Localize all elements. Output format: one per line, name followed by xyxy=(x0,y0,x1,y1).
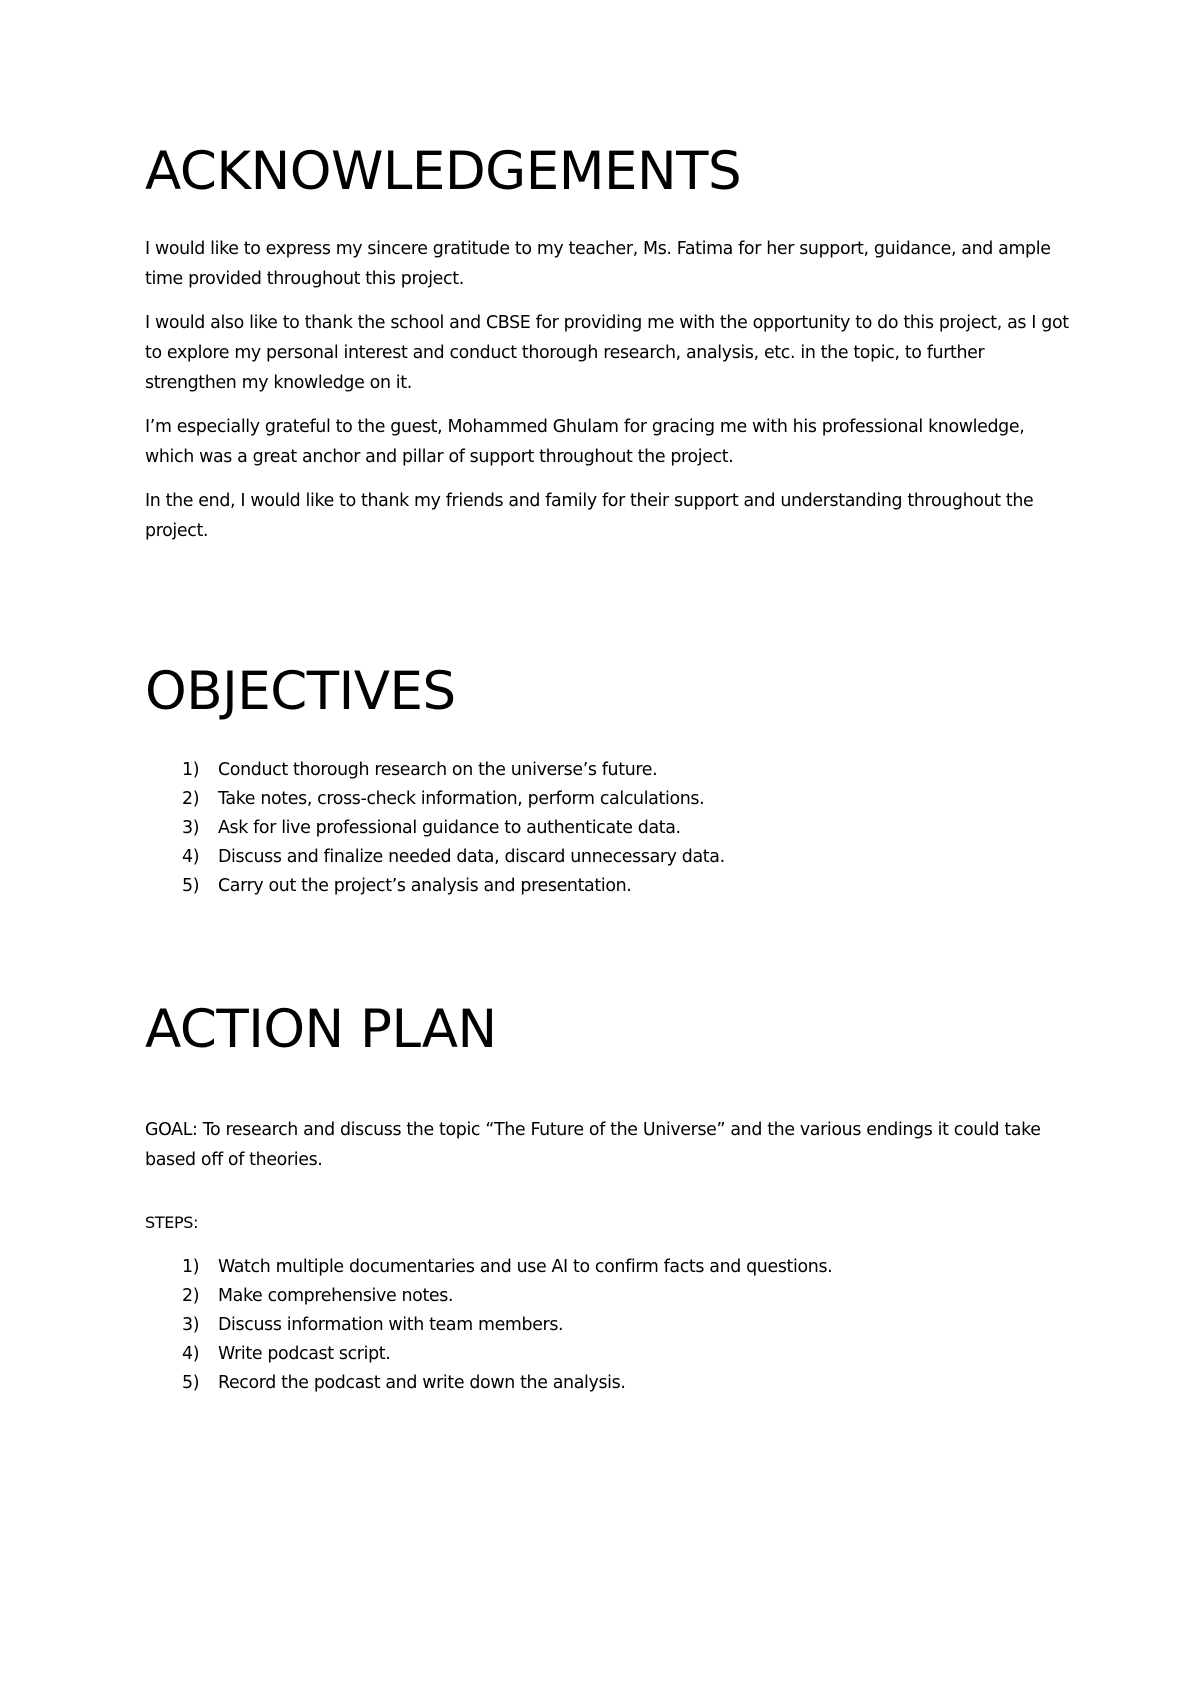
objective-item xyxy=(145,843,1075,872)
action-plan-heading: ACTION PLAN xyxy=(145,999,497,1060)
step-item xyxy=(145,1311,1075,1340)
objective-item xyxy=(145,756,1075,785)
step-text: Watch multiple documentaries and use AI to confirm facts and questions. xyxy=(218,1257,833,1277)
list-number: 2) xyxy=(182,1286,200,1306)
steps-label: STEPS: xyxy=(145,1213,199,1232)
list-number: 1) xyxy=(182,1257,200,1277)
step-text: Make comprehensive notes. xyxy=(218,1286,454,1306)
list-number: 5) xyxy=(182,1373,200,1393)
step-item xyxy=(145,1253,1075,1282)
objective-item xyxy=(145,872,1075,901)
steps-list xyxy=(145,1253,1075,1398)
list-number: 4) xyxy=(182,1344,200,1364)
objective-text: Carry out the project’s analysis and presentation. xyxy=(218,876,632,896)
list-number: 3) xyxy=(182,818,200,838)
step-text: Record the podcast and write down the analysis. xyxy=(218,1373,626,1393)
goal-paragraph: GOAL: To research and discuss the topic “The Future of the Universe” and the various endings it could take based off of theories. xyxy=(145,1120,1041,1170)
objectives-section xyxy=(145,656,1075,901)
list-number: 4) xyxy=(182,847,200,867)
objective-text: Conduct thorough research on the universe’s future. xyxy=(218,760,658,780)
acknowledgement-paragraph: I would like to express my sincere gratitude to my teacher, Ms. Fatima for her support, guidance, and ample time provided throughout this project. xyxy=(145,239,1051,289)
step-item xyxy=(145,1282,1075,1311)
objective-item xyxy=(145,785,1075,814)
objective-text: Ask for live professional guidance to authenticate data. xyxy=(218,818,681,838)
document-content xyxy=(145,136,1075,1398)
acknowledgements-heading: ACKNOWLEDGEMENTS xyxy=(145,141,742,202)
list-number: 2) xyxy=(182,789,200,809)
step-text: Write podcast script. xyxy=(218,1344,391,1364)
list-number: 5) xyxy=(182,876,200,896)
list-number: 3) xyxy=(182,1315,200,1335)
step-item xyxy=(145,1340,1075,1369)
acknowledgement-paragraph: In the end, I would like to thank my friends and family for their support and understanding throughout the project. xyxy=(145,491,1034,541)
objective-text: Discuss and finalize needed data, discard unnecessary data. xyxy=(218,847,725,867)
acknowledgement-paragraph: I would also like to thank the school and CBSE for providing me with the opportunity to do this project, as I got to explore my personal interest and conduct thorough research, analysis, etc. in the topic, to further strengthen my knowledge on it. xyxy=(145,313,1069,393)
step-item xyxy=(145,1369,1075,1398)
list-number: 1) xyxy=(182,760,200,780)
acknowledgements-section xyxy=(145,136,1075,546)
step-text: Discuss information with team members. xyxy=(218,1315,564,1335)
action-plan-section xyxy=(145,994,1075,1398)
objectives-heading: OBJECTIVES xyxy=(145,661,456,722)
objectives-list xyxy=(145,756,1075,901)
acknowledgement-paragraph: I’m especially grateful to the guest, Mohammed Ghulam for gracing me with his professional knowledge, which was a great anchor and pillar of support throughout the project. xyxy=(145,417,1025,467)
objective-item xyxy=(145,814,1075,843)
objective-text: Take notes, cross-check information, perform calculations. xyxy=(218,789,705,809)
